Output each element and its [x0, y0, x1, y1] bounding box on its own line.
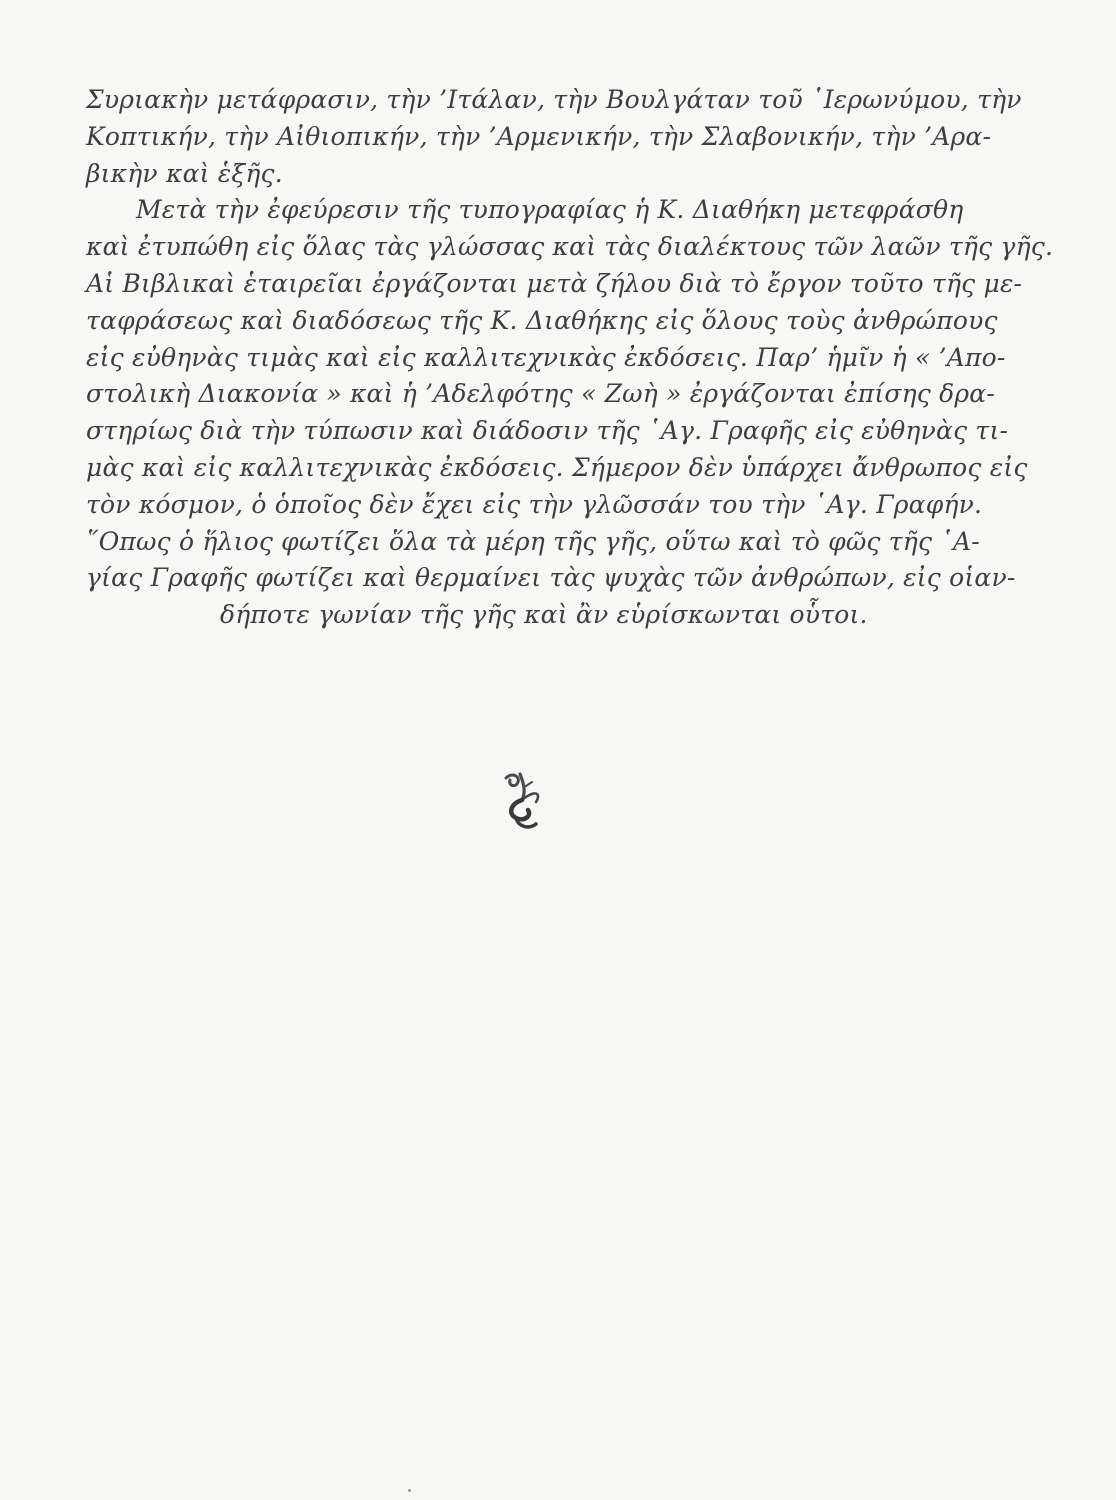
text-line: γίας Γραφῆς φωτίζει καὶ θερμαίνει τὰς ψυχὰς τῶν ἀνθρώπων, εἰς οἱαν-: [86, 563, 1016, 593]
text-line: καὶ ἐτυπώθη εἰς ὅλας τὰς γλώσσας καὶ τὰς διαλέκτους τῶν λαῶν τῆς γῆς.: [86, 232, 1054, 262]
vine-ornament-icon: [496, 770, 546, 832]
text-line: τὸν κόσμον, ὁ ὁποῖος δὲν ἔχει εἰς τὴν γλῶσσάν του τὴν ῾Αγ. Γραφήν.: [86, 489, 983, 519]
text-line: μὰς καὶ εἰς καλλιτεχνικὰς ἐκδόσεις. Σήμερον δὲν ὑπάρχει ἄνθρωπος εἰς: [86, 452, 1028, 482]
body-text: [86, 82, 1054, 634]
text-line: Κοπτικήν, τὴν Αἰθιοπικήν, τὴν ’Αρμενικήν, τὴν Σλαβονικήν, τὴν ’Αρα-: [86, 121, 992, 151]
text-line: Συριακὴν μετάφρασιν, τὴν ’Ιτάλαν, τὴν Βουλγάταν τοῦ ῾Ιερωνύμου, τὴν: [86, 85, 1022, 114]
text-line: δήποτε γωνίαν τῆς γῆς καὶ ἂν εὑρίσκωνται οὗτοι.: [220, 600, 868, 630]
text-line: ῞Οπως ὁ ἥλιος φωτίζει ὅλα τὰ μέρη τῆς γῆς, οὕτω καὶ τὸ φῶς τῆς ῾Α-: [86, 526, 980, 556]
text-line: στηρίως διὰ τὴν τύπωσιν καὶ διάδοσιν τῆς ῾Αγ. Γραφῆς εἰς εὐθηνὰς τι-: [86, 416, 1009, 446]
text-line: ταφράσεως καὶ διαδόσεως τῆς Κ. Διαθήκης εἰς ὅλους τοὺς ἀνθρώπους: [86, 305, 998, 335]
text-line: Μετὰ τὴν ἐφεύρεσιν τῆς τυπογραφίας ἡ Κ. Διαθήκη μετεφράσθη: [136, 195, 964, 225]
text-line: βικὴν καὶ ἑξῆς.: [86, 158, 283, 188]
text-line: εἰς εὐθηνὰς τιμὰς καὶ εἰς καλλιτεχνικὰς ἐκδόσεις. Παρ’ ἡμῖν ἡ « ’Απο-: [86, 342, 1006, 372]
text-line: στολικὴ Διακονία » καὶ ἡ ’Αδελφότης « Ζωὴ » ἐργάζονται ἐπίσης δρα-: [86, 379, 996, 409]
paper-speck: [408, 1489, 411, 1492]
text-line: Αἱ Βιβλικαὶ ἑταιρεῖαι ἐργάζονται μετὰ ζήλου διὰ τὸ ἔργον τοῦτο τῆς με-: [86, 268, 1023, 298]
